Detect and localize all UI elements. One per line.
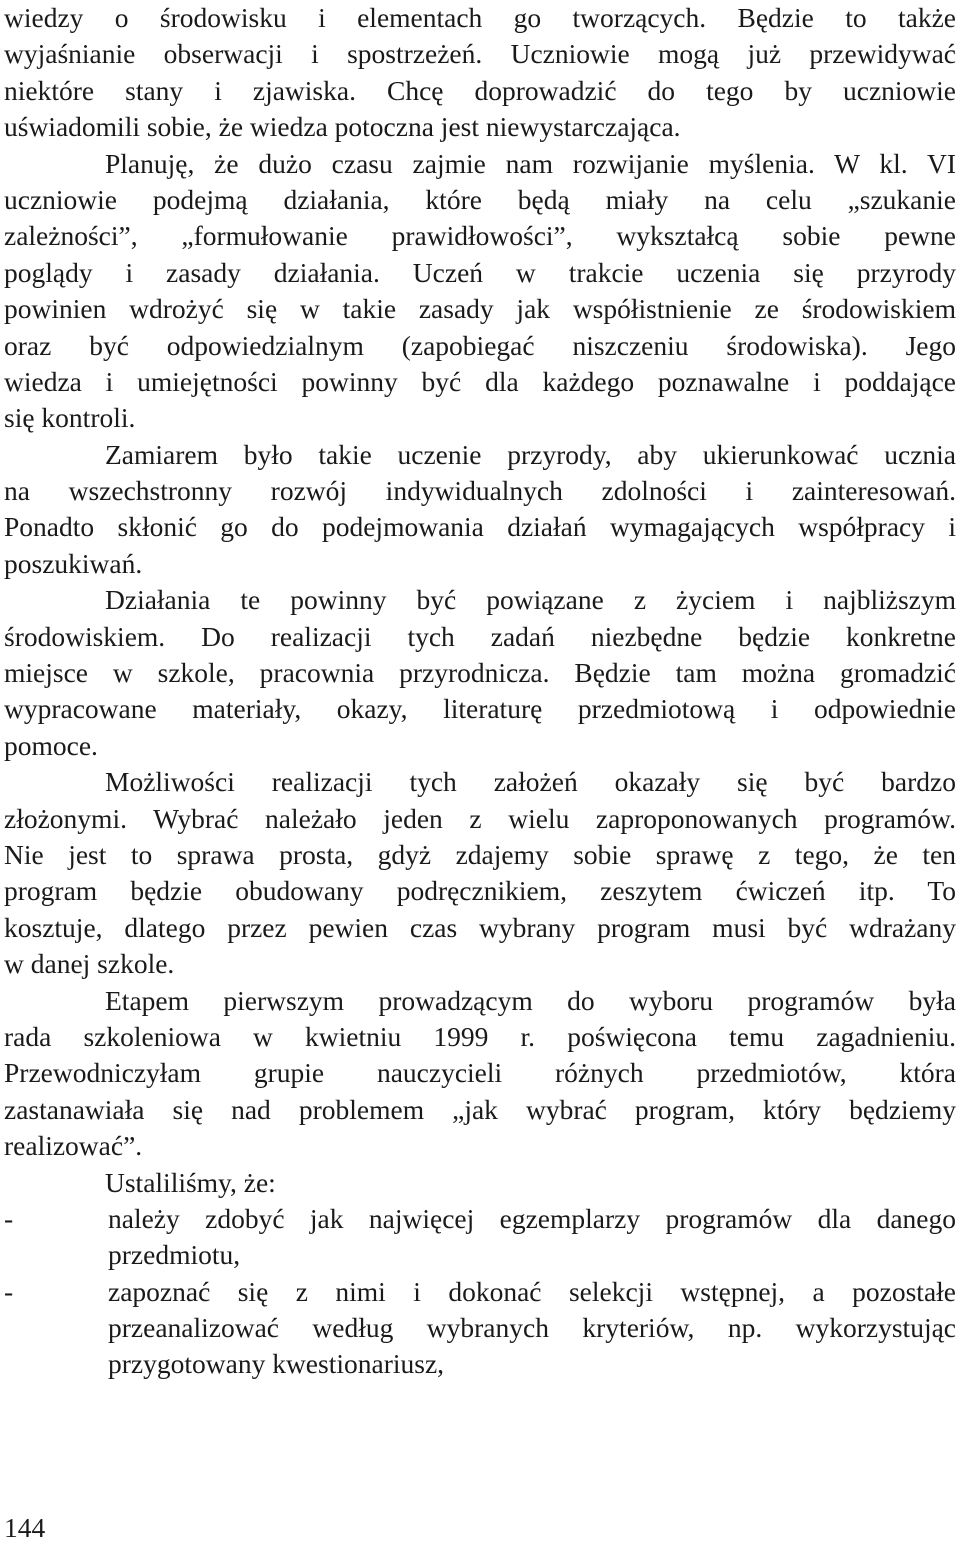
text-line: wypracowane materiały, okazy, literaturę przedmiotową i odpowiednie: [4, 693, 956, 725]
text-line: kosztuje, dlatego przez pewien czas wybrany program musi być wdrażany: [4, 911, 956, 943]
text-line: przygotowany kwestionariusz,: [108, 1348, 445, 1380]
paragraph: [4, 983, 956, 1165]
text-line: Etapem pierwszym prowadzącym do wyboru programów była: [105, 984, 956, 1016]
text-line: wiedza i umiejętności powinny być dla każdego poznawalne i poddające: [4, 365, 956, 397]
text-line: Działania te powinny być powiązane z życiem i najbliższym: [105, 584, 956, 616]
text-line: rada szkoleniowa w kwietniu 1999 r. poświęcona temu zagadnieniu.: [4, 1020, 956, 1052]
paragraph: [4, 0, 956, 146]
text-line: poszukiwań.: [4, 547, 143, 579]
text-line: Zamiarem było takie uczenie przyrody, aby ukierunkować ucznia: [105, 438, 956, 470]
text-line: [4, 1201, 956, 1237]
text-line: uświadomili sobie, że wiedza potoczna jest niewystarczająca.: [4, 111, 681, 143]
document-page: [4, 0, 956, 1383]
list-item: [4, 1201, 956, 1274]
text-line: Planuję, że dużo czasu zajmie nam rozwijanie myślenia. W kl. VI: [105, 147, 956, 179]
text-line: na wszechstronny rozwój indywidualnych zdolności i zainteresowań.: [4, 475, 956, 507]
text-line: zależności”, „formułowanie prawidłowości”, wykształcą sobie pewne: [4, 220, 956, 252]
text-line: w danej szkole.: [4, 948, 175, 980]
text-line: złożonymi. Wybrać należało jeden z wielu zaproponowanych programów.: [4, 802, 956, 834]
page-number: 144: [4, 1512, 46, 1543]
list-item-text: należy zdobyć jak najwięcej egzemplarzy programów dla danego: [108, 1202, 956, 1234]
list-dash: -: [4, 1275, 14, 1307]
text-line: poglądy i zasady działania. Uczeń w trakcie uczenia się przyrody: [4, 256, 956, 288]
list-item-text: zapoznać się z nimi i dokonać selekcji wstępnej, a pozostałe: [108, 1275, 956, 1307]
text-line: Ponadto skłonić go do podejmowania działań wymagających współpracy i: [4, 511, 956, 543]
text-line: niektóre stany i zjawiska. Chcę doprowadzić do tego by uczniowie: [4, 74, 956, 106]
text-line: uczniowie podejmą działania, które będą miały na celu „szukanie: [4, 183, 956, 215]
text-line: przeanalizować według wybranych kryteriów, np. wykorzystując: [108, 1312, 956, 1344]
list-dash: -: [4, 1202, 14, 1234]
text-line: środowiskiem. Do realizacji tych zadań niezbędne będzie konkretne: [4, 620, 956, 652]
paragraph: [4, 764, 956, 982]
text-line: wyjaśnianie obserwacji i spostrzeżeń. Uczniowie mogą już przewidywać: [4, 38, 956, 70]
text-line: zastanawiała się nad problemem „jak wybrać program, który będziemy: [4, 1093, 956, 1125]
text-line: program będzie obudowany podręcznikiem, zeszytem ćwiczeń itp. To: [4, 875, 956, 907]
text-line: Ustaliliśmy, że:: [105, 1166, 276, 1198]
text-line: Możliwości realizacji tych założeń okazały się być bardzo: [105, 766, 956, 798]
paragraph: [4, 146, 956, 437]
paragraph: [4, 1165, 956, 1201]
text-line: miejsce w szkole, pracownia przyrodnicza. Będzie tam można gromadzić: [4, 657, 956, 689]
text-line: wiedzy o środowisku i elementach go tworzących. Będzie to także: [4, 2, 956, 33]
text-line: przedmiotu,: [108, 1239, 241, 1271]
paragraph: [4, 437, 956, 583]
text-line: Przewodniczyłam grupie nauczycieli różnych przedmiotów, która: [4, 1057, 956, 1089]
text-line: oraz być odpowiedzialnym (zapobiegać niszczeniu środowiska). Jego: [4, 329, 956, 361]
text-line: się kontroli.: [4, 402, 136, 434]
dash-list: [4, 1201, 956, 1383]
paragraph: [4, 582, 956, 764]
text-line: pomoce.: [4, 729, 98, 761]
list-item: [4, 1274, 956, 1383]
text-line: Nie jest to sprawa prosta, gdyż zdajemy sobie sprawę z tego, że ten: [4, 838, 956, 870]
text-line: powinien wdrożyć się w takie zasady jak współistnienie ze środowiskiem: [4, 293, 956, 325]
text-line: [4, 1274, 956, 1310]
text-line: realizować”.: [4, 1130, 143, 1162]
